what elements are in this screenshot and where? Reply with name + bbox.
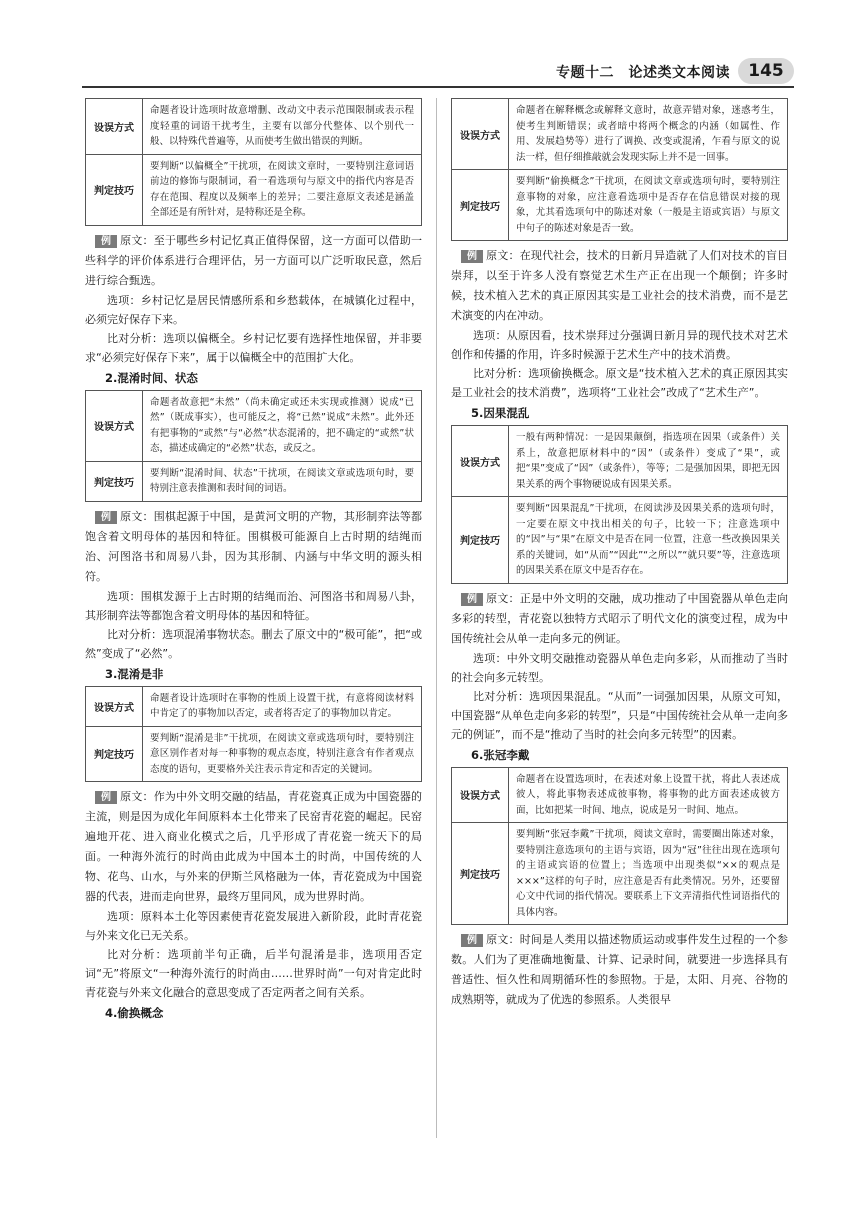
example-text: 原文：在现代社会，技术的日新月异造就了人们对技术的盲目崇拜，以至于许多人没有察觉艺术生产正在出现一个颠倒；许多时候，技术植入艺术的真正原因其实是工业社会的技术消费，而不是艺术演变的内在冲动。 (451, 249, 788, 322)
section-heading: 2.混淆时间、状态 (105, 370, 198, 385)
row-label: 设误方式 (86, 390, 143, 461)
right-column (451, 98, 788, 1148)
left-column (85, 98, 422, 1148)
option-text: 选项：原料本土化等因素使青花瓷发展进入新阶段，此时青花瓷与外来文化已无关系。 (85, 910, 422, 942)
table-row (452, 170, 788, 241)
section-heading: 6.张冠李戴 (471, 747, 530, 762)
table-row (86, 154, 422, 225)
row-text: 命题者设计选项时在事物的性质上设置干扰，有意将阅读材料中肯定了的事物加以否定，或者将否定了的事物加以肯定。 (143, 686, 422, 726)
option-text: 选项：围棋发源于上古时期的结绳而治、河图洛书和周易八卦，其形制弈法等都饱含着文明母体的基因和特征。 (85, 589, 422, 622)
example-source (85, 787, 422, 907)
row-text: 命题者在设置选项时，在表述对象上设置干扰，将此人表述成彼人，将此事物表述成彼事物，将事物的此方面表述成彼方面，比如把某一时间、地点，说成是另一时间、地点。 (509, 767, 788, 823)
section-heading: 4.偷换概念 (105, 1006, 164, 1020)
row-label: 设误方式 (452, 426, 509, 497)
page-number: 145 (738, 58, 794, 84)
cause-effect-table (451, 425, 788, 584)
time-state-table (85, 390, 422, 502)
analysis-text: 比对分析：选项偷换概念。原文是“技术植入艺术的真正原因其实是工业社会的技术消费”，选项将“工业社会”改成了“艺术生产”。 (451, 367, 788, 399)
misattribution-table (451, 767, 788, 926)
overgeneralization-table (85, 98, 422, 226)
analysis-text: 比对分析：选项因果混乱。“从而”一词强加因果，从原文可知，中国瓷器“从单色走向多彩的转型”，只是“中国传统社会从单一走向多元的例证”，而不是“推动了当时的社会向多元转型”的因素。 (451, 689, 788, 741)
right-wrong-table (85, 686, 422, 783)
example-source (451, 246, 788, 326)
table-row (86, 461, 422, 501)
example-text: 原文：正是中外文明的交融，成功推动了中国瓷器从单色走向多彩的转型，青花瓷以独特方式昭示了明代文化的演变过程，成为中国传统社会从单一走向多元的例证。 (451, 591, 788, 645)
table-row (452, 99, 788, 170)
row-label: 判定技巧 (86, 154, 143, 225)
row-text: 命题者设计选项时故意增删、改动文中表示范围限制或表示程度轻重的词语干扰考生，主要有以部分代整体、以个别代一般、以特殊代普遍等，从而使考生做出错误的判断。 (143, 99, 422, 155)
section-heading: 5.因果混乱 (471, 406, 530, 420)
row-label: 判定技巧 (86, 726, 143, 782)
example-source (85, 231, 422, 291)
row-label: 设误方式 (452, 767, 509, 823)
row-text: 要判断“混淆是非”干扰项，在阅读文章或选项句时，要特别注意区别作者对每一种事物的观点态度，特别注意含有作者观点态度的语句，更要格外关注表示肯定和否定的关键词。 (143, 726, 422, 782)
row-text: 要判断“张冠李戴”干扰项，阅读文章时，需要圈出陈述对象，要特别注意选项句的主语与宾语，因为“冠”往往出现在选项句的主语或宾语的位置上；当选项中出现类似“××的观点是×××”这样的句子时，应注意是否有此类情况。另外，还要留心文中代词的指代情况。要联系上下文弄清指代性词语指代的具体内容。 (509, 823, 788, 925)
row-text: 命题者在解释概念或解释文意时，故意弄错对象，迷惑考生，使考生判断错误；或者暗中将两个概念的内涵（如属性、作用、发展趋势等）进行了调换、改变或混淆，乍看与原文的说法一样，但仔细推敲就会发现实际上并不是一回事。 (509, 99, 788, 170)
example-text: 原文：作为中外文明交融的结晶，青花瓷真正成为中国瓷器的主流，则是因为成化年间原料本土化带来了民窑青花瓷的崛起。民窑遍地开花、进入商业化模式之后，几乎形成了青花瓷一统天下的局面。一种海外流行的时尚由此成为中国本土的时尚，中国传统的人物、花鸟、山水，与外来的伊斯兰风格融为一体，青花瓷成为中国瓷器的代表，进而走向世界，最终万里同风，成为世界时尚。 (85, 790, 422, 903)
table-row (452, 823, 788, 925)
row-label: 判定技巧 (86, 461, 143, 501)
example-tag: 例 (95, 511, 117, 524)
row-label: 判定技巧 (452, 497, 509, 584)
row-text: 命题者故意把“未然”（尚未确定或还未实现或推测）说成“已然”（既成事实），也可能反之，将“已然”说成“未然”。此外还有把事物的“或然”与“必然”状态混淆的，把不确定的“或然”状态，描述成确定的“必然”状态，或反之。 (143, 390, 422, 461)
analysis-text: 比对分析：选项混淆事物状态。删去了原文中的“极可能”，把“或然”变成了“必然”。 (85, 627, 422, 660)
option-text: 选项：乡村记忆是居民情感所系和乡愁载体，在城镇化过程中，必须完好保存下来。 (85, 293, 422, 326)
section-heading: 3.混淆是非 (105, 666, 164, 681)
analysis-text: 比对分析：选项前半句正确，后半句混淆是非，选项用否定词“无”将原文“一种海外流行的时尚由……世界时尚”一句对肯定此时青花瓷与外来文化融合的意思变成了否定两者之间有关系。 (85, 948, 422, 999)
column-divider (436, 98, 437, 1138)
table-row (452, 767, 788, 823)
option-text: 选项：中外文明交融推动瓷器从单色走向多彩，从而推动了当时的社会向多元转型。 (451, 651, 788, 684)
table-row (452, 497, 788, 584)
example-tag: 例 (95, 235, 117, 248)
row-label: 判定技巧 (452, 823, 509, 925)
table-row (86, 686, 422, 726)
example-text: 原文：至于哪些乡村记忆真正值得保留，这一方面可以借助一些科学的评价体系进行合理评估，另一方面可以广泛听取民意，然后进行综合甄选。 (85, 233, 422, 287)
row-label: 设误方式 (86, 99, 143, 155)
example-tag: 例 (461, 250, 483, 263)
row-text: 要判断“以偏概全”干扰项，在阅读文章时，一要特别注意词语前边的修饰与限制词，看一看选项句与原文中的指代内容是否存在范围、程度以及频率上的差异；二要注意原文表述是涵盖全部还是有所针对，是特称还是全称。 (143, 154, 422, 225)
page-header (82, 58, 794, 88)
example-text: 原文：围棋起源于中国，是黄河文明的产物，其形制弈法等都饱含着文明母体的基因和特征。围棋极可能源自上古时期的结绳而治、河图洛书和周易八卦，因为其形制、内涵与中华文明的源头相符。 (85, 509, 422, 583)
row-text: 要判断“混淆时间、状态”干扰项，在阅读文章或选项句时，要特别注意表推测和表时间的词语。 (143, 461, 422, 501)
row-label: 设误方式 (86, 686, 143, 726)
table-row (86, 390, 422, 461)
example-tag: 例 (95, 791, 117, 804)
row-text: 要判断“因果混乱”干扰项，在阅读涉及因果关系的选项句时，一定要在原文中找出相关的句子，比较一下；注意选项中的“因”与“果”在原文中是否在同一位置，注意一些改换因果关系的关键词，如“从而”“因此”“之所以”“就只要”等，注意选项的因果关系在原文中是否存在。 (509, 497, 788, 584)
row-text: 一般有两种情况：一是因果颠倒，指选项在因果（或条件）关系上，故意把原材料中的“因”（或条件）变成了“果”，或把“果”变成了“因”（或条件），等等；二是强加因果，即把无因果关系的两个事物硬说成有因果关系。 (509, 426, 788, 497)
concept-swap-table (451, 98, 788, 241)
example-tag: 例 (461, 934, 483, 947)
option-text: 选项：从原因看，技术崇拜过分强调日新月异的现代技术对艺术创作和传播的作用，许多时候源于艺术生产中的技术消费。 (451, 329, 788, 361)
example-source (451, 589, 788, 649)
example-source (451, 930, 788, 1010)
analysis-text: 比对分析：选项以偏概全。乡村记忆要有选择性地保留，并非要求“必须完好保存下来”，属于以偏概全中的范围扩大化。 (85, 331, 422, 364)
table-row (452, 426, 788, 497)
row-text: 要判断“偷换概念”干扰项，在阅读文章或选项句时，要特别注意事物的对象，应注意看选项中是否存在信息错误对接的现象，尤其看选项句中的陈述对象（一般是主语或宾语）与原文中句子的陈述对象是否一致。 (509, 170, 788, 241)
row-label: 判定技巧 (452, 170, 509, 241)
table-row (86, 726, 422, 782)
chapter-topic: 专题十二 论述类文本阅读 (556, 65, 730, 81)
example-source (85, 507, 422, 587)
table-row (86, 99, 422, 155)
row-label: 设误方式 (452, 99, 509, 170)
example-text: 原文：时间是人类用以描述物质运动或事件发生过程的一个参数。人们为了更准确地衡量、计算、记录时间，就要进一步选择具有普适性、恒久性和周期循环性的参照物。于是，太阳、月亮、谷物的成熟期等，就成为了优选的参照系。人类很早 (451, 933, 788, 1006)
header-rule (82, 86, 794, 88)
example-tag: 例 (461, 593, 483, 606)
